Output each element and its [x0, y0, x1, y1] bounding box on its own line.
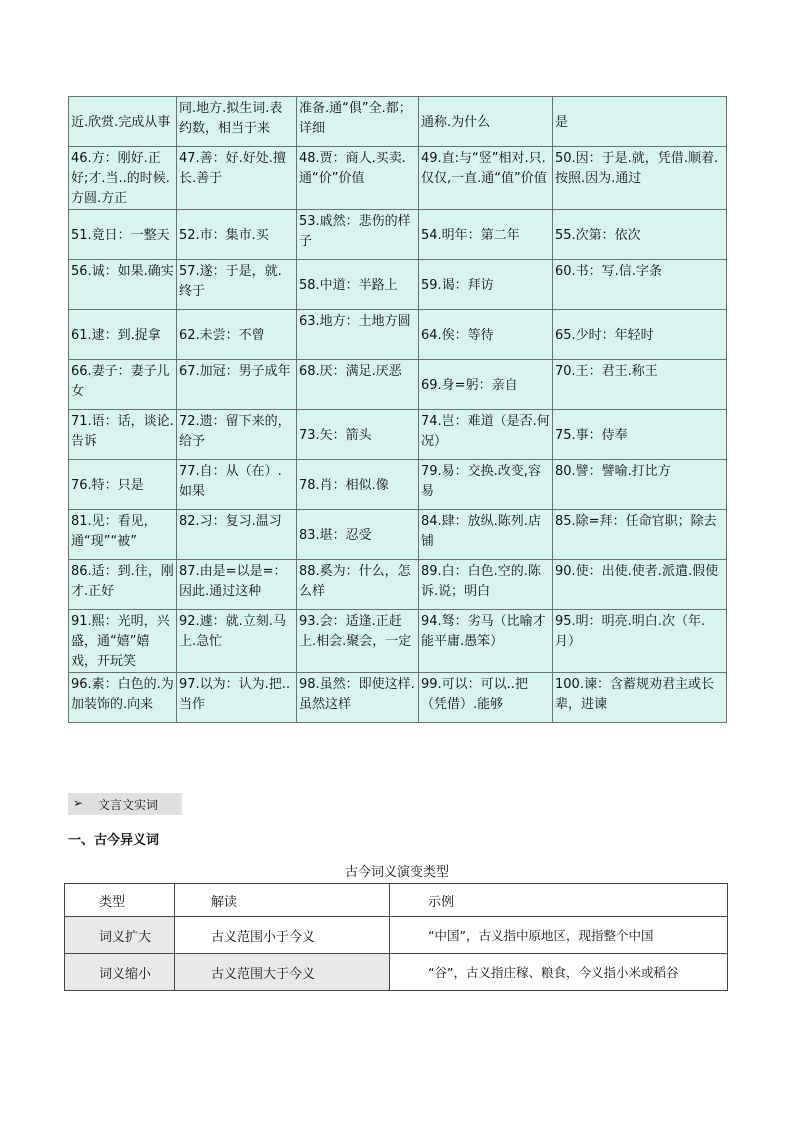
- vocab-cell: 83.堪：忍受: [297, 510, 419, 560]
- vocab-cell: 51.竟日：一整天: [69, 210, 177, 260]
- arrow-bullet-icon: ➢: [73, 796, 84, 810]
- vocab-cell: 75.事：侍奉: [553, 410, 727, 460]
- vocab-cell: 63.地方：土地方圆: [297, 310, 419, 360]
- vocab-cell: 60.书：写.信.字条: [553, 260, 727, 310]
- vocab-cell: 47.善：好.好处.擅长.善于: [177, 147, 297, 210]
- vocab-cell: 81.见：看见，通“现”“被”: [69, 510, 177, 560]
- vocab-row: [69, 310, 727, 360]
- vocab-cell: 准备.通“俱”全.都；详细: [297, 97, 419, 147]
- vocab-table: [68, 96, 727, 723]
- section-heading: 一、古今异义词: [68, 833, 160, 848]
- vocab-cell: 58.中道：半路上: [297, 260, 419, 310]
- vocab-row: [69, 410, 727, 460]
- vocab-cell: 56.诚：如果.确实: [69, 260, 177, 310]
- vocab-cell: 64.俟：等待: [419, 310, 553, 360]
- vocab-cell: 77.自：从（在）.如果: [177, 460, 297, 510]
- type-cell: 词义扩大: [65, 917, 175, 954]
- table-row: [65, 917, 728, 954]
- vocab-cell: 55.次第：依次: [553, 210, 727, 260]
- vocab-cell: 88.奚为：什么，怎么样: [297, 560, 419, 610]
- vocab-cell: 93.会：适逢.正赶上.相会.聚会，一定: [297, 610, 419, 673]
- explain-cell: 古义范围大于今义: [175, 954, 390, 991]
- vocab-cell: 74.岂：难道（是否.何况）: [419, 410, 553, 460]
- vocab-cell: 70.王：君王.称王: [553, 360, 727, 410]
- example-cell: “谷”，古义指庄稼、粮食，今义指小米或稻谷: [390, 954, 728, 991]
- header-example: 示例: [390, 884, 728, 917]
- section-label: 文言文实词: [98, 798, 159, 812]
- vocab-cell: 52.市：集市.买: [177, 210, 297, 260]
- vocab-cell: 95.明：明亮.明白.次（年.月）: [553, 610, 727, 673]
- vocab-cell: 66.妻子：妻子儿女: [69, 360, 177, 410]
- header-type: 类型: [65, 884, 175, 917]
- vocab-row: [69, 360, 727, 410]
- vocab-cell: 78.肖：相似.像: [297, 460, 419, 510]
- vocab-cell: 67.加冠：男子成年: [177, 360, 297, 410]
- vocab-cell: 同.地方.拟生词.表约数，相当于来: [177, 97, 297, 147]
- vocab-cell: 98.虽然：即使这样.虽然这样: [297, 673, 419, 723]
- vocab-cell: 62.未尝：不曾: [177, 310, 297, 360]
- vocab-cell: 99.可以：可以..把（凭借）.能够: [419, 673, 553, 723]
- example-cell: “中国”，古义指中原地区，现指整个中国: [390, 917, 728, 954]
- vocab-cell: 79.易：交换.改变,容易: [419, 460, 553, 510]
- vocab-cell: 87.由是=以是=：因此.通过这种: [177, 560, 297, 610]
- vocab-cell: 72.遗：留下来的，给予: [177, 410, 297, 460]
- vocab-cell: 近.欣赏.完成从事: [69, 97, 177, 147]
- vocab-cell: 是: [553, 97, 727, 147]
- vocab-row: [69, 673, 727, 723]
- vocab-cell: 46.方：刚好.正好;才.当..的时候.方圆.方正: [69, 147, 177, 210]
- vocab-cell: 57.遂：于是，就.终于: [177, 260, 297, 310]
- vocab-cell: 91.熙：光明，兴盛，通“嬉”嬉戏，开玩笑: [69, 610, 177, 673]
- vocab-cell: 71.语：话，谈论.告诉: [69, 410, 177, 460]
- meaning-types-table: [64, 883, 728, 991]
- section-marker: [68, 793, 182, 815]
- vocab-cell: 76.特：只是: [69, 460, 177, 510]
- vocab-cell: 90.使：出使.使者.派遣.假使: [553, 560, 727, 610]
- vocab-cell: 82.习：复习.温习: [177, 510, 297, 560]
- vocab-cell: 85.除=拜：任命官职；除去: [553, 510, 727, 560]
- type-cell: 词义缩小: [65, 954, 175, 991]
- vocab-cell: 97.以为：认为.把..当作: [177, 673, 297, 723]
- vocab-cell: 59.谒：拜访: [419, 260, 553, 310]
- explain-cell: 古义范围小于今义: [175, 917, 390, 954]
- table-caption: 古今词义演变类型: [344, 865, 449, 880]
- vocab-cell: 73.矢：箭头: [297, 410, 419, 460]
- vocab-cell: 84.肆：放纵.陈列.店铺: [419, 510, 553, 560]
- vocab-row: [69, 460, 727, 510]
- vocab-cell: 53.戚然：悲伤的样子: [297, 210, 419, 260]
- vocab-row: [69, 510, 727, 560]
- table-header-row: [65, 884, 728, 917]
- vocab-cell: 89.白：白色.空的.陈诉.说；明白: [419, 560, 553, 610]
- vocab-cell: 68.厌：满足.厌恶: [297, 360, 419, 410]
- vocab-cell: 50.因：于是.就，凭借.顺着.按照.因为.通过: [553, 147, 727, 210]
- vocab-row: [69, 97, 727, 147]
- vocab-row: [69, 260, 727, 310]
- vocab-cell: 65.少时：年轻时: [553, 310, 727, 360]
- vocab-table-body: [69, 97, 727, 723]
- vocab-row: [69, 610, 727, 673]
- vocab-cell: 48.贾：商人.买卖.通“价”价值: [297, 147, 419, 210]
- vocab-cell: 92.遽：就.立刻.马上.急忙: [177, 610, 297, 673]
- vocab-row: [69, 147, 727, 210]
- vocab-row: [69, 560, 727, 610]
- vocab-cell: 94.驽：劣马（比喻才能平庸.愚笨）: [419, 610, 553, 673]
- vocab-cell: 49.直:与“竖”相对.只.仅仅,一直.通“值”价值: [419, 147, 553, 210]
- vocab-cell: 61.逮：到.捉拿: [69, 310, 177, 360]
- vocab-cell: 69.身=躬：亲自: [419, 360, 553, 410]
- vocab-cell: 86.适：到.往，刚才.正好: [69, 560, 177, 610]
- vocab-cell: 54.明年：第二年: [419, 210, 553, 260]
- header-explain: 解读: [175, 884, 390, 917]
- vocab-cell: 96.素：白色的.为加装饰的.向来: [69, 673, 177, 723]
- table-row: [65, 954, 728, 991]
- vocab-cell: 100.谏：含蓄规劝君主或长辈，进谏: [553, 673, 727, 723]
- vocab-cell: 80.譬：譬喻.打比方: [553, 460, 727, 510]
- vocab-cell: 通称.为什么: [419, 97, 553, 147]
- vocab-row: [69, 210, 727, 260]
